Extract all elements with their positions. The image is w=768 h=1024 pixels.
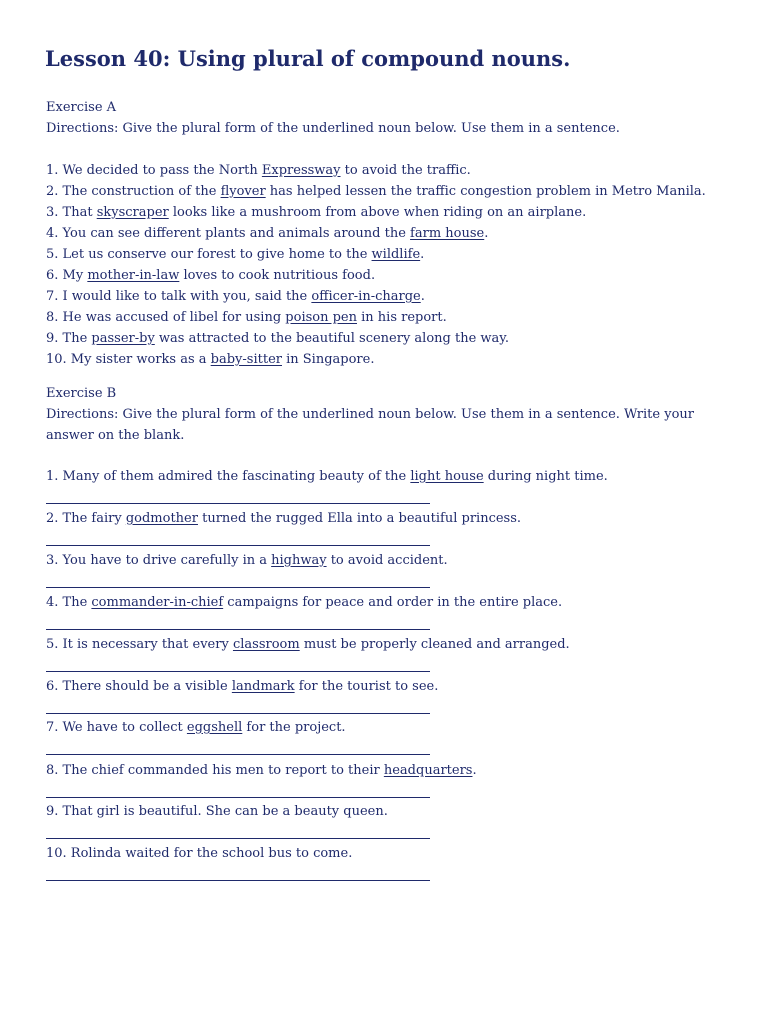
exercise-a-item: 4. You can see different plants and animals around the farm house. [46,226,489,241]
exercise-b-item: 6. There should be a visible landmark for the tourist to see. [46,679,439,694]
answer-blank[interactable] [46,838,430,839]
underlined-noun: poison pen [285,310,357,325]
answer-blank[interactable] [46,587,430,588]
underlined-noun: highway [271,553,327,568]
exercise-a-item: 2. The construction of the flyover has helped lessen the traffic congestion problem in Metro Manila. [46,184,706,199]
underlined-noun: mother-in-law [87,268,180,283]
exercise-b-item: 3. You have to drive carefully in a highway to avoid accident. [46,553,448,568]
underlined-noun: passer-by [91,331,155,346]
answer-blank[interactable] [46,671,430,672]
exercise-b-item: 4. The commander-in-chief campaigns for peace and order in the entire place. [46,595,563,610]
exercise-b-item: 7. We have to collect eggshell for the project. [46,720,346,735]
exercise-a-item: 6. My mother-in-law loves to cook nutritious food. [46,268,376,283]
underlined-noun: landmark [231,679,295,694]
exercise-a-item: 9. The passer-by was attracted to the beautiful scenery along the way. [46,331,510,346]
exercise-b-heading: Exercise B [46,386,117,401]
answer-blank[interactable] [46,880,430,881]
underlined-noun: classroom [232,637,300,652]
underlined-noun: wildlife [371,247,421,262]
underlined-noun: eggshell [186,720,243,735]
answer-blank[interactable] [46,545,430,546]
underlined-noun: baby-sitter [210,352,282,367]
answer-blank[interactable] [46,629,430,630]
underlined-noun: officer-in-charge [311,289,421,304]
exercise-b-item: 10. Rolinda waited for the school bus to come. [46,846,353,861]
exercise-b-item: 1. Many of them admired the fascinating beauty of the light house during night time. [46,469,608,484]
answer-blank[interactable] [46,713,430,714]
exercise-a-heading: Exercise A [46,100,117,115]
exercise-a-item: 7. I would like to talk with you, said the officer-in-charge. [46,289,425,304]
underlined-noun: light house [410,469,484,484]
exercise-a-item: 1. We decided to pass the North Expressway to avoid the traffic. [46,163,471,178]
page-title: Lesson 40: Using plural of compound nouns. [45,46,571,71]
exercise-b-directions: Directions: Give the plural form of the underlined noun below. Use them in a sentence. Write your answer on the blank. [46,407,694,443]
exercise-a-item: 5. Let us conserve our forest to give home to the wildlife. [46,247,425,262]
exercise-a-item: 8. He was accused of libel for using poison pen in his report. [46,310,447,325]
exercise-b-item: 9. That girl is beautiful. She can be a beauty queen. [46,804,388,819]
exercise-b-item: 5. It is necessary that every classroom must be properly cleaned and arranged. [46,637,570,652]
underlined-noun: flyover [220,184,266,199]
exercise-b-item: 2. The fairy godmother turned the rugged Ella into a beautiful princess. [46,511,522,526]
answer-blank[interactable] [46,797,430,798]
underlined-noun: commander-in-chief [91,595,224,610]
underlined-noun: skyscraper [96,205,169,220]
underlined-noun: farm house [410,226,485,241]
answer-blank[interactable] [46,754,430,755]
exercise-a-item: 10. My sister works as a baby-sitter in Singapore. [46,352,375,367]
exercise-a-directions: Directions: Give the plural form of the underlined noun below. Use them in a sentence. [46,121,620,136]
exercise-a-item: 3. That skyscraper looks like a mushroom from above when riding on an airplane. [46,205,587,220]
underlined-noun: Expressway [261,163,341,178]
answer-blank[interactable] [46,503,430,504]
exercise-b-item: 8. The chief commanded his men to report to their headquarters. [46,763,477,778]
underlined-noun: godmother [125,511,198,526]
underlined-noun: headquarters [383,763,473,778]
